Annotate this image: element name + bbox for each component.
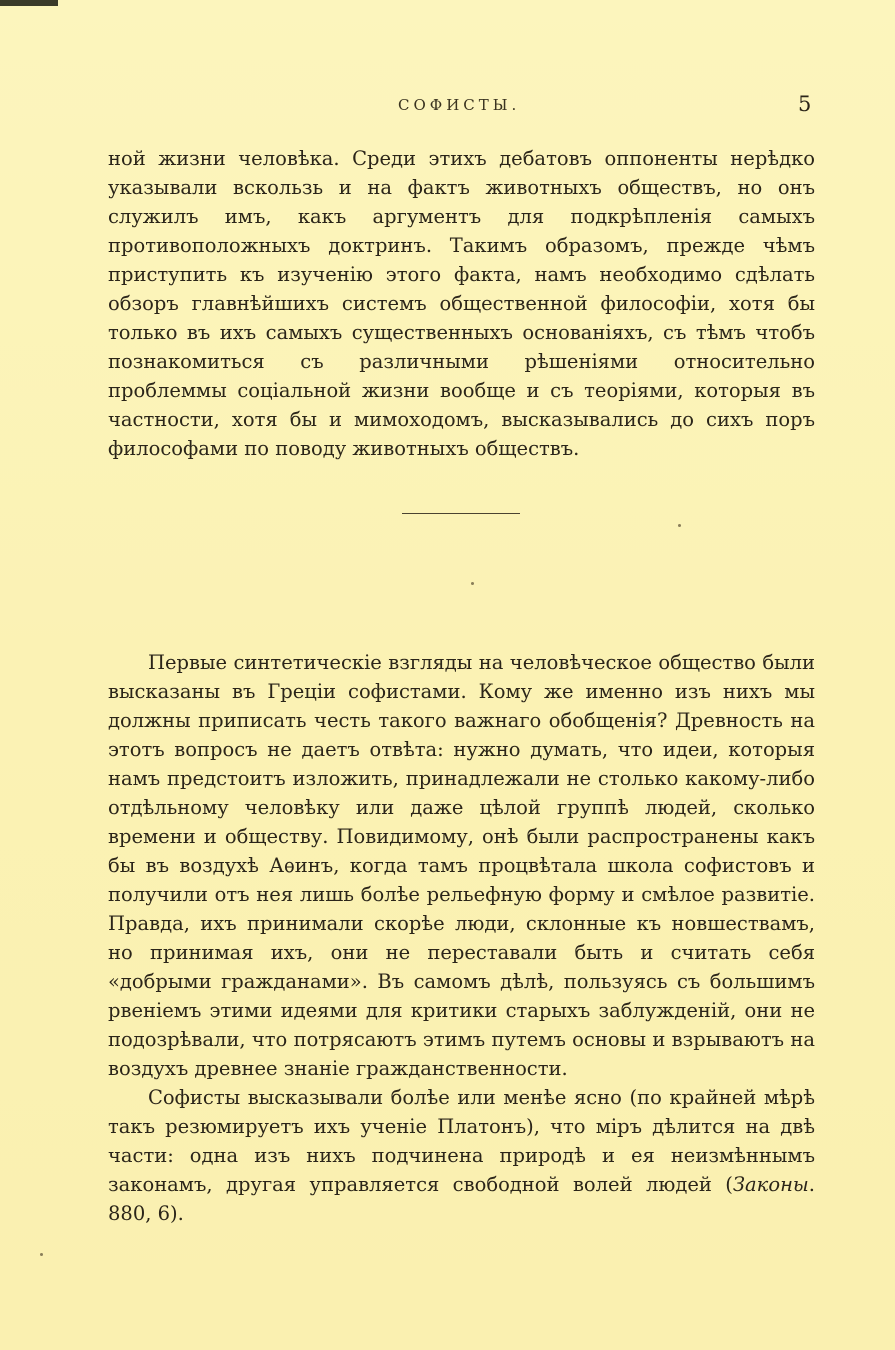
top-edge-rule <box>0 0 58 6</box>
page-number: 5 <box>798 92 812 116</box>
text-block-top <box>108 144 815 463</box>
paper-speck <box>40 1253 43 1256</box>
paragraph-text: Софисты высказывали болѣе или менѣе ясно (по крайней мѣрѣ такъ резюмируетъ ихъ ученіе Платонъ), что міръ дѣлится на двѣ части: одна изъ нихъ подчинена природѣ и ея неизмѣннымъ законамъ, другая управляется свободной волей людей ( <box>108 1086 815 1196</box>
paragraph-sophists-intro: Первые синтетическіе взгляды на человѣческое общество были высказаны въ Греціи софистами. Кому же именно изъ нихъ мы должны приписать честь такого важнаго обобщенія? Древность на этотъ вопросъ не даетъ отвѣта: нужно думать, что идеи, которыя намъ предстоитъ изложить, принадлежали не столько какому-либо отдѣльному человѣку или даже цѣлой группѣ людей, сколько времени и обществу. Повидимому, онѣ были распространены какъ бы въ воздухѣ Аѳинъ, когда тамъ процвѣтала школа софистовъ и получили отъ нея лишь болѣе рельефную форму и смѣлое развитіе. Правда, ихъ принимали скорѣе люди, склонные къ новшествамъ, но принимая ихъ, они не переставали быть и считать себя «добрыми гражданами». Въ самомъ дѣлѣ, пользуясь съ большимъ рвеніемъ этими идеями для критики старыхъ заблужденій, они не подозрѣвали, что потрясаютъ этимъ путемъ основы и взрываютъ на воздухъ древнее знаніе гражданственности. <box>108 651 815 1080</box>
text-block-main <box>108 648 815 1228</box>
paragraph-continuation: ной жизни человѣка. Среди этихъ дебатовъ оппоненты нерѣдко указывали вскользь и на фактъ животныхъ обществъ, но онъ служилъ имъ, какъ аргументъ для подкрѣпленія самыхъ противоположныхъ доктринъ. Такимъ образомъ, прежде чѣмъ приступить къ изученію этого факта, намъ необходимо сдѣлать обзоръ главнѣйшихъ системъ общественной философіи, хотя бы только въ ихъ самыхъ существенныхъ основаніяхъ, съ тѣмъ чтобъ познакомиться съ различными рѣшеніями относительно проблеммы соціальной жизни вообще и съ теоріями, которыя въ частности, хотя бы и мимоходомъ, высказывались до сихъ поръ философами по поводу животныхъ обществъ. <box>108 147 815 460</box>
page-header <box>0 92 895 122</box>
section-divider <box>402 513 520 514</box>
paper-speck <box>471 582 474 585</box>
paper-speck <box>678 524 681 527</box>
citation-reference: . 880, 6). <box>108 1173 815 1225</box>
citation-title: Законы <box>732 1173 809 1196</box>
paragraph-sophists-world <box>108 1083 815 1228</box>
running-title: СОФИСТЫ. <box>398 96 521 114</box>
